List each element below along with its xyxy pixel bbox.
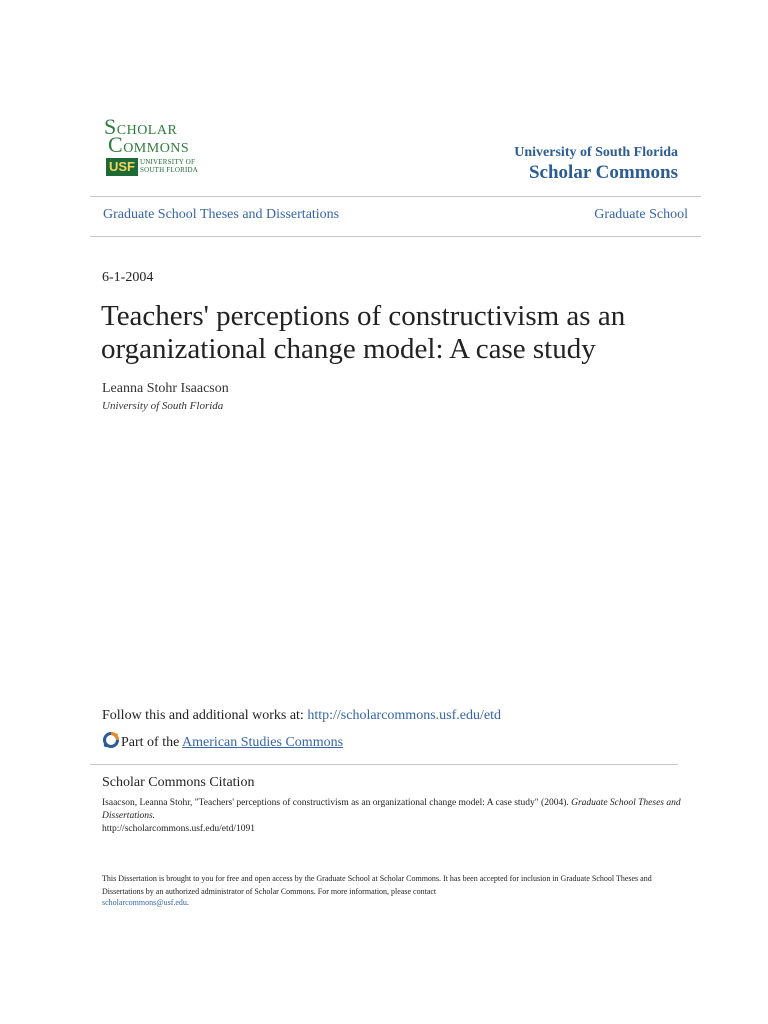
- part-of-label: Part of the: [121, 735, 183, 750]
- citation-url[interactable]: http://scholarcommons.usf.edu/etd/1091: [102, 824, 256, 834]
- publication-date: 6-1-2004: [102, 270, 154, 285]
- access-notice: This Dissertation is brought to you for free and open access by the Graduate School at Scholar Commons. It has been accepted for inclusion in Graduate School Theses and Dissertations by an authorized administrator of Scholar Commons. For more information, please contact: [102, 874, 652, 896]
- collection-link[interactable]: Graduate School Theses and Dissertations: [103, 207, 340, 222]
- logo-line-commons: COMMONS: [108, 132, 190, 157]
- parent-collection-link[interactable]: Graduate School: [594, 207, 688, 222]
- part-of-line: [102, 731, 343, 754]
- repository-name[interactable]: Scholar Commons: [528, 162, 678, 183]
- contact-email-link[interactable]: scholarcommons@usf.edu: [102, 898, 187, 907]
- follow-label: Follow this and additional works at:: [102, 708, 308, 723]
- institution-name[interactable]: University of South Florida: [514, 145, 678, 160]
- contact-email-suffix: .: [186, 898, 189, 907]
- citation-text: [102, 797, 682, 823]
- follow-url-link[interactable]: http://scholarcommons.usf.edu/etd: [307, 708, 501, 723]
- citation-series: Graduate School Theses and Dissertations.: [102, 798, 681, 821]
- divider-top: [90, 196, 701, 197]
- author-affiliation: University of South Florida: [102, 400, 224, 412]
- divider-nav: [90, 236, 701, 237]
- institution-block[interactable]: [514, 145, 678, 184]
- usf-logo-text: UNIVERSITY OF SOUTH FLORIDA: [140, 158, 199, 174]
- follow-line: [102, 708, 501, 724]
- citation-heading: Scholar Commons Citation: [102, 775, 255, 790]
- contact-email-line: [102, 898, 189, 907]
- usf-logo-mark: USF: [106, 158, 138, 176]
- commons-network-icon: [102, 731, 120, 754]
- document-title: Teachers' perceptions of constructivism as an organizational change model: A case study: [101, 300, 626, 365]
- citation-body: Isaacson, Leanna Stohr, "Teachers' perceptions of constructivism as an organizational change model: A case study" (2004).: [102, 798, 572, 808]
- american-studies-commons-link[interactable]: American Studies Commons: [182, 735, 344, 750]
- divider-citation: [90, 764, 678, 765]
- scholar-commons-logo[interactable]: [104, 114, 224, 180]
- logo-line-scholar: SCHOLAR: [104, 114, 178, 139]
- author-name[interactable]: Leanna Stohr Isaacson: [102, 381, 229, 396]
